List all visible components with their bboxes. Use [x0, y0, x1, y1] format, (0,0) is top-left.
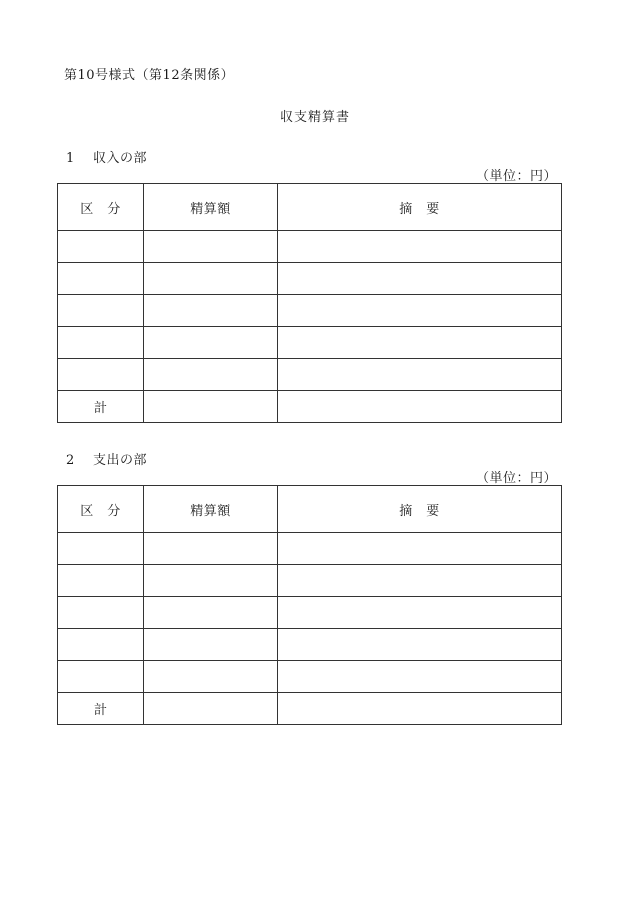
category-cell[interactable] [58, 327, 144, 359]
remarks-cell[interactable] [278, 597, 562, 629]
unit-label: （単位：円） [475, 169, 557, 184]
table-row [58, 327, 562, 359]
income-table [57, 183, 562, 423]
table-row [58, 597, 562, 629]
amount-cell[interactable] [144, 533, 278, 565]
column-header-category: 区 分 [58, 486, 144, 533]
amount-cell[interactable] [144, 295, 278, 327]
remarks-cell[interactable] [278, 359, 562, 391]
amount-cell[interactable] [144, 661, 278, 693]
column-header-amount: 精算額 [144, 486, 278, 533]
income-section-heading [57, 147, 561, 165]
total-label: 計 [58, 693, 144, 725]
table-row [58, 263, 562, 295]
total-amount-cell[interactable] [144, 391, 278, 423]
form-number: 第10号様式（第12条関係） [64, 68, 235, 83]
column-header-category: 区 分 [58, 184, 144, 231]
remarks-cell[interactable] [278, 327, 562, 359]
amount-cell[interactable] [144, 597, 278, 629]
table-row [58, 565, 562, 597]
category-cell[interactable] [58, 359, 144, 391]
category-cell[interactable] [58, 295, 144, 327]
remarks-cell[interactable] [278, 295, 562, 327]
remarks-cell[interactable] [278, 263, 562, 295]
category-cell[interactable] [58, 263, 144, 295]
table-row [58, 533, 562, 565]
column-header-remarks: 摘 要 [278, 184, 562, 231]
table-row [58, 629, 562, 661]
amount-cell[interactable] [144, 263, 278, 295]
column-header-remarks: 摘 要 [278, 486, 562, 533]
table-row [58, 295, 562, 327]
amount-cell[interactable] [144, 565, 278, 597]
remarks-cell[interactable] [278, 661, 562, 693]
total-row [58, 693, 562, 725]
remarks-cell[interactable] [278, 565, 562, 597]
expenditure-table [57, 485, 562, 725]
remarks-cell[interactable] [278, 533, 562, 565]
table-row [58, 359, 562, 391]
remarks-cell[interactable] [278, 231, 562, 263]
section-number: 1 [66, 151, 75, 166]
category-cell[interactable] [58, 231, 144, 263]
table-header-row [58, 184, 562, 231]
column-header-amount: 精算額 [144, 184, 278, 231]
table-row [58, 661, 562, 693]
amount-cell[interactable] [144, 327, 278, 359]
amount-cell[interactable] [144, 231, 278, 263]
section-title: 支出の部 [93, 453, 148, 468]
page-title: 収支精算書 [279, 110, 350, 125]
category-cell[interactable] [58, 661, 144, 693]
section-title: 収入の部 [93, 151, 148, 166]
section-number: 2 [66, 453, 75, 468]
amount-cell[interactable] [144, 629, 278, 661]
expenditure-section [57, 449, 561, 725]
category-cell[interactable] [58, 533, 144, 565]
expenditure-section-heading [57, 449, 561, 467]
table-row [58, 231, 562, 263]
total-remarks-cell[interactable] [278, 693, 562, 725]
remarks-cell[interactable] [278, 629, 562, 661]
income-section [57, 147, 561, 423]
category-cell[interactable] [58, 629, 144, 661]
total-remarks-cell[interactable] [278, 391, 562, 423]
category-cell[interactable] [58, 565, 144, 597]
total-label: 計 [58, 391, 144, 423]
unit-label: （単位：円） [475, 471, 557, 486]
total-amount-cell[interactable] [144, 693, 278, 725]
amount-cell[interactable] [144, 359, 278, 391]
table-header-row [58, 486, 562, 533]
total-row [58, 391, 562, 423]
category-cell[interactable] [58, 597, 144, 629]
